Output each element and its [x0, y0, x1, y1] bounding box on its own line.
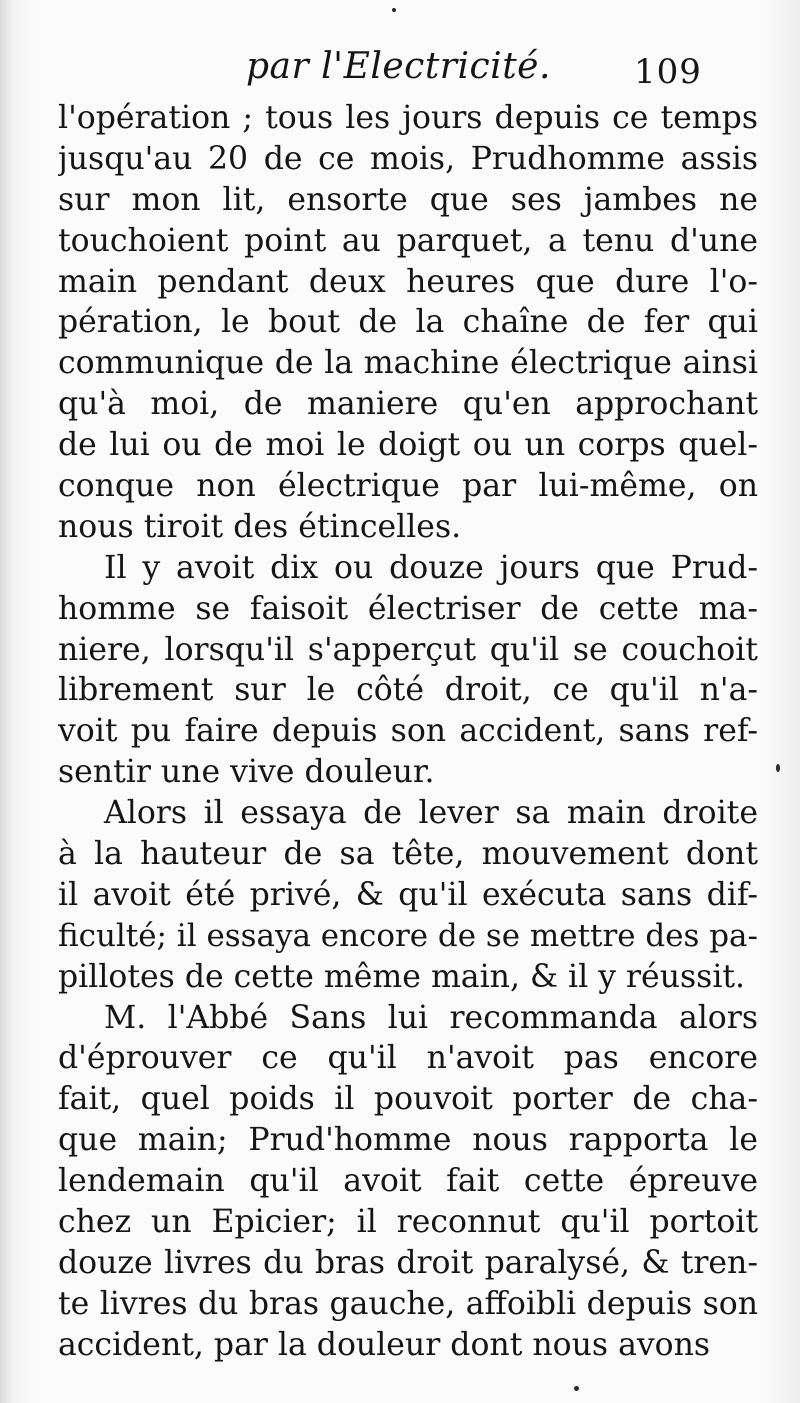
text-line: ficulté; il essaya encore de se mettre des pa- [58, 917, 758, 954]
text-line: d'éprouver ce qu'il n'avoit pas encore [58, 1040, 758, 1077]
paragraph [58, 98, 758, 548]
text-line: nous tiroit des étincelles. [58, 508, 462, 545]
text-line: douze livres du bras droit paralysé, & tren- [58, 1244, 758, 1281]
text-line: Il y avoit dix ou douze jours que Prud- [104, 549, 758, 586]
text-line: Alors il essaya de lever sa main droite [104, 795, 758, 832]
text-line: sur mon lit, ensorte que ses jambes ne [58, 181, 758, 218]
text-line: niere, lorsqu'il s'apperçut qu'il se couchoit [58, 631, 758, 668]
body-text [58, 98, 758, 1366]
text-line: de lui ou de moi le doigt ou un corps quel- [58, 427, 758, 464]
text-line: touchoient point au parquet, a tenu d'une [58, 222, 758, 259]
text-line: l'opération ; tous les jours depuis ce temps [58, 100, 758, 136]
text-line: chez un Epicier; il reconnut qu'il portoit [58, 1204, 758, 1241]
ink-speck [574, 1386, 579, 1391]
text-line: accident, par la douleur dont nous avons [58, 1326, 711, 1363]
paragraph [58, 793, 758, 997]
page-header [0, 44, 800, 104]
ink-speck [776, 764, 780, 772]
text-line: homme se faisoit électriser de cette ma- [58, 590, 758, 627]
text-line: communique de la machine électrique ainsi [58, 345, 758, 382]
text-line: pération, le bout de la chaîne de fer qui [58, 304, 758, 341]
text-line: conque non électrique par lui-même, on [58, 468, 758, 505]
paragraph [58, 548, 758, 793]
text-line: main pendant deux heures que dure l'o- [58, 263, 758, 300]
paragraph [58, 998, 758, 1366]
text-line: il avoit été privé, & qu'il exécuta sans dif- [58, 876, 758, 913]
text-line: lendemain qu'il avoit fait cette épreuve [58, 1163, 758, 1200]
text-line: te livres du bras gauche, affoibli depuis son [58, 1285, 758, 1322]
text-line: qu'à moi, de maniere qu'en approchant [58, 386, 758, 423]
running-head: par l'Electricité. [246, 46, 551, 87]
text-line: sentir une vive douleur. [58, 754, 435, 791]
text-line: à la hauteur de sa tête, mouvement dont [58, 836, 758, 873]
ink-speck [392, 8, 396, 12]
text-line: librement sur le côté droit, ce qu'il n'a- [58, 672, 758, 709]
text-line: que main; Prud'homme nous rapporta le [58, 1122, 758, 1159]
page-number: 109 [634, 52, 702, 92]
text-line: jusqu'au 20 de ce mois, Prudhomme assis [58, 140, 758, 177]
text-line: pillotes de cette même main, & il y réussit. [58, 958, 746, 995]
text-line: fait, quel poids il pouvoit porter de cha- [58, 1081, 758, 1118]
text-line: M. l'Abbé Sans lui recommanda alors [104, 999, 758, 1036]
text-line: voit pu faire depuis son accident, sans ref- [58, 713, 758, 750]
